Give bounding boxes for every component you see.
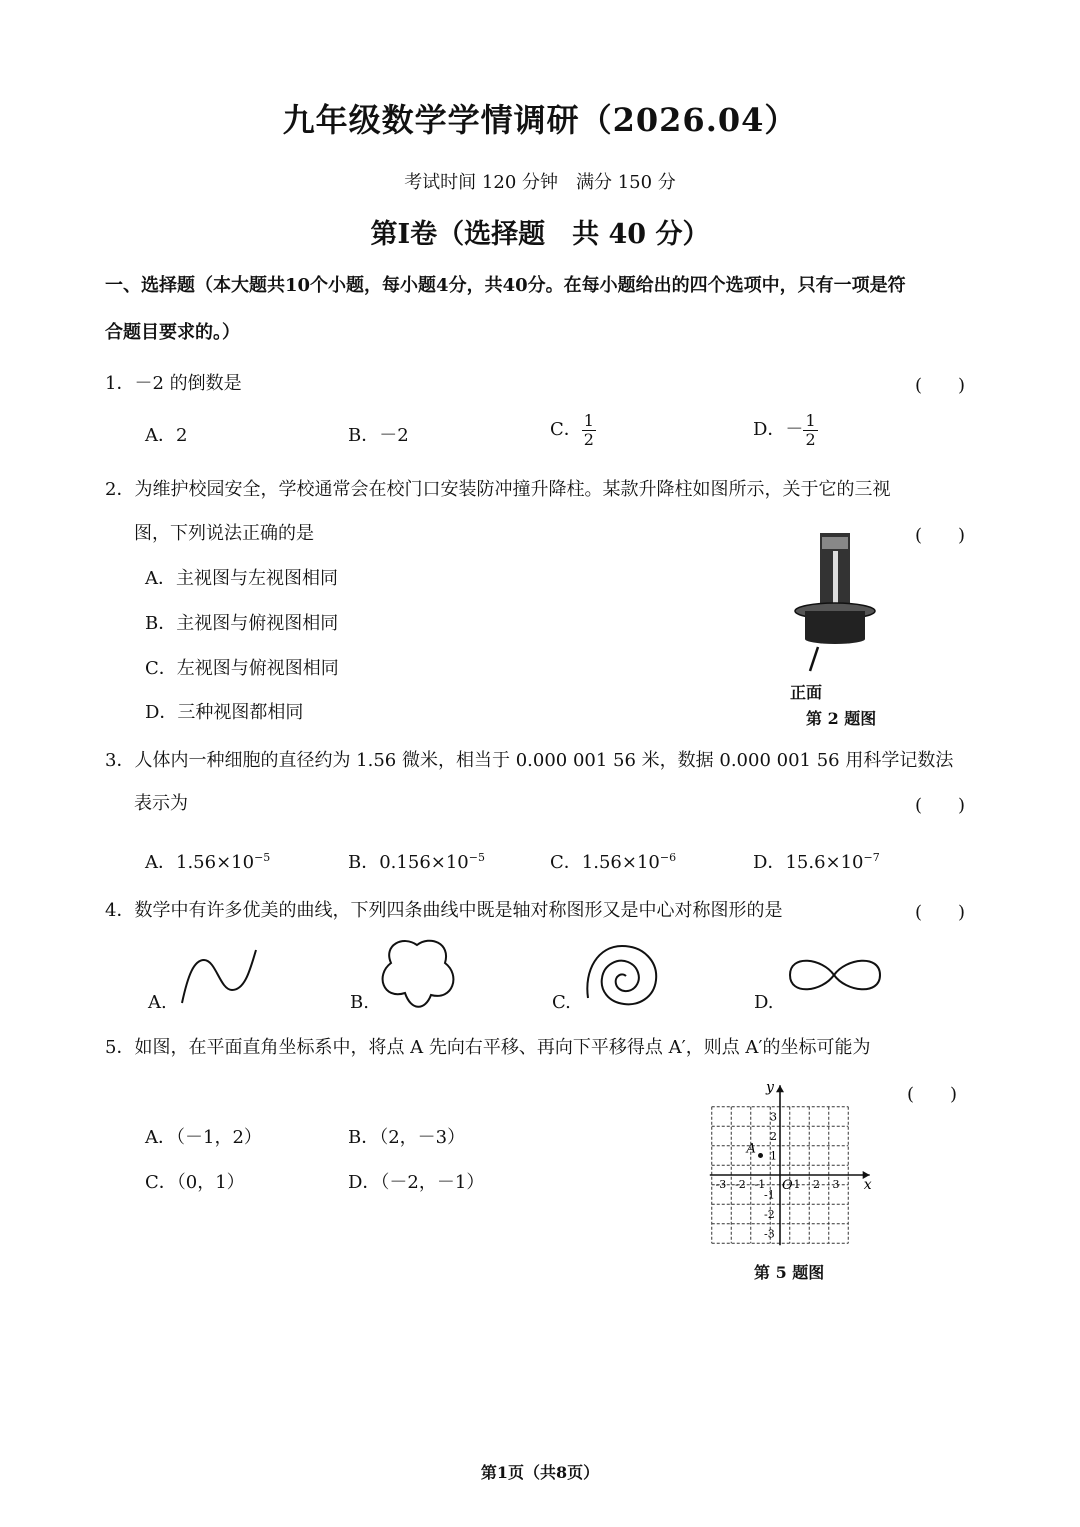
front-label: 正面 (790, 683, 823, 702)
y-tick-label: -3 (764, 1227, 775, 1241)
question-2-stem-line-2: 图，下列说法正确的是 (134, 523, 314, 544)
question-3-stem-line-2: 表示为 (134, 793, 188, 814)
option-a: A．（－1，2） (145, 1127, 262, 1148)
fraction (803, 412, 817, 449)
page-footer: 第1页（共8页） (480, 1463, 600, 1482)
y-tick-label: -2 (764, 1208, 775, 1221)
question-1-stem: 1．－2 的倒数是 (105, 373, 242, 394)
y-tick-label: -1 (764, 1188, 775, 1202)
option-d-label: D． (753, 852, 786, 873)
figure-5-caption: 第 5 题图 (754, 1263, 825, 1282)
y-axis-arrow (776, 1085, 784, 1092)
bollard-figure (780, 525, 890, 675)
option-a-label: A. (148, 992, 167, 1013)
fraction-denominator: 2 (805, 430, 816, 449)
option-c (550, 845, 676, 876)
exponent: −5 (254, 851, 271, 864)
origin-label: O (782, 1178, 793, 1193)
option-b (348, 845, 485, 876)
x-tick-label: 1 (793, 1178, 801, 1191)
fraction-numerator: 1 (805, 411, 816, 430)
front-pointer-line (810, 647, 818, 671)
option-c (550, 412, 596, 449)
point-a (758, 1153, 763, 1158)
option-d (753, 412, 818, 449)
trefoil-curve (383, 941, 454, 1007)
option-d (753, 845, 880, 876)
coordinate-grid-figure (700, 1065, 890, 1250)
option-c-label: C． (550, 852, 582, 873)
fraction-numerator: 1 (583, 411, 594, 430)
option-a-label: A． (145, 852, 176, 873)
option-c-label: C． (550, 419, 582, 440)
option-a (145, 845, 270, 876)
exam-title: 九年级数学学情调研（2026.04） (282, 101, 798, 139)
option-b: B．主视图与俯视图相同 (145, 613, 339, 634)
lemniscate-curve-figure (782, 950, 887, 1000)
instructions-line-2: 合题目要求的。） (105, 322, 240, 343)
sine-curve-figure (170, 945, 270, 1010)
answer-blank: ( ) (907, 1084, 958, 1105)
question-2-stem-line-1: 2．为维护校园安全，学校通常会在校门口安装防冲撞升降柱。某款升降柱如图所示，关于它的三视 (105, 479, 891, 500)
option-b: B．（2，－3） (348, 1127, 466, 1148)
option-b: B．－2 (348, 425, 409, 446)
option-d: D．三种视图都相同 (145, 702, 304, 723)
trefoil-curve-figure (375, 935, 465, 1015)
option-c: C．左视图与俯视图相同 (145, 658, 339, 679)
option-a-value: 1.56×10 (176, 852, 255, 873)
answer-blank: ( ) (915, 795, 966, 816)
x-axis-label: x (863, 1177, 872, 1193)
section-title: 第Ⅰ卷（选择题 共 40 分） (370, 219, 710, 250)
bollard-top-band (822, 537, 848, 549)
answer-blank: ( ) (915, 902, 966, 923)
question-4-stem: 4．数学中有许多优美的曲线，下列四条曲线中既是轴对称图形又是中心对称图形的是 (105, 900, 783, 921)
fraction-denominator: 2 (583, 430, 594, 449)
y-tick-label: 1 (770, 1149, 777, 1163)
point-a-label: A (746, 1141, 756, 1157)
option-d-label: D. (754, 992, 774, 1013)
option-a: A．主视图与左视图相同 (145, 568, 338, 589)
answer-blank: ( ) (915, 375, 966, 396)
x-tick-label: -2 (735, 1178, 746, 1191)
x-tick-label: 2 (813, 1178, 820, 1191)
x-tick-label: -1 (754, 1178, 766, 1191)
exponent: −5 (468, 851, 485, 864)
figure-2-caption: 第 2 题图 (806, 709, 877, 728)
option-c: C．（0，1） (145, 1172, 245, 1193)
option-b-value: 0.156×10 (379, 852, 469, 873)
option-d-label: D．－ (753, 419, 804, 440)
option-c-value: 1.56×10 (581, 852, 660, 873)
option-d: D．（－2，－1） (348, 1172, 485, 1193)
option-b-label: B. (350, 992, 369, 1013)
spiral-curve-figure (580, 940, 665, 1010)
instructions-line-1: 一、选择题（本大题共10个小题，每小题4分，共40分。在每小题给出的四个选项中，只有一项是符 (105, 275, 906, 296)
question-3-stem-line-1: 3．人体内一种细胞的直径约为 1.56 微米，相当于 0.000 001 56 米，数据 0.000 001 56 用科学记数法 (105, 750, 954, 771)
y-axis-label: y (766, 1079, 774, 1096)
y-tick-label: 2 (770, 1130, 777, 1143)
exponent: −6 (659, 851, 677, 864)
spiral-curve (587, 946, 656, 1004)
bollard-stripe (833, 551, 838, 609)
answer-blank: ( ) (915, 525, 966, 546)
question-5-stem: 5．如图，在平面直角坐标系中，将点 A 先向右平移、再向下平移得点 A′，则点 A′的坐标可能为 (105, 1037, 871, 1058)
option-b-label: B． (348, 852, 380, 873)
option-d-value: 15.6×10 (785, 852, 864, 873)
exam-subtitle: 考试时间 120 分钟 满分 150 分 (404, 172, 676, 193)
lemniscate-curve (790, 961, 880, 990)
option-c-label: C. (552, 992, 571, 1013)
fraction (582, 412, 596, 449)
exponent: −7 (863, 851, 880, 864)
bollard-base-bottom (805, 634, 865, 644)
x-tick-label: -3 (715, 1178, 727, 1191)
option-a: A．2 (145, 425, 188, 446)
sine-curve (182, 950, 256, 1003)
y-tick-label: 3 (770, 1110, 777, 1124)
tick-labels (716, 1079, 872, 1240)
x-tick-label: 3 (832, 1178, 840, 1191)
